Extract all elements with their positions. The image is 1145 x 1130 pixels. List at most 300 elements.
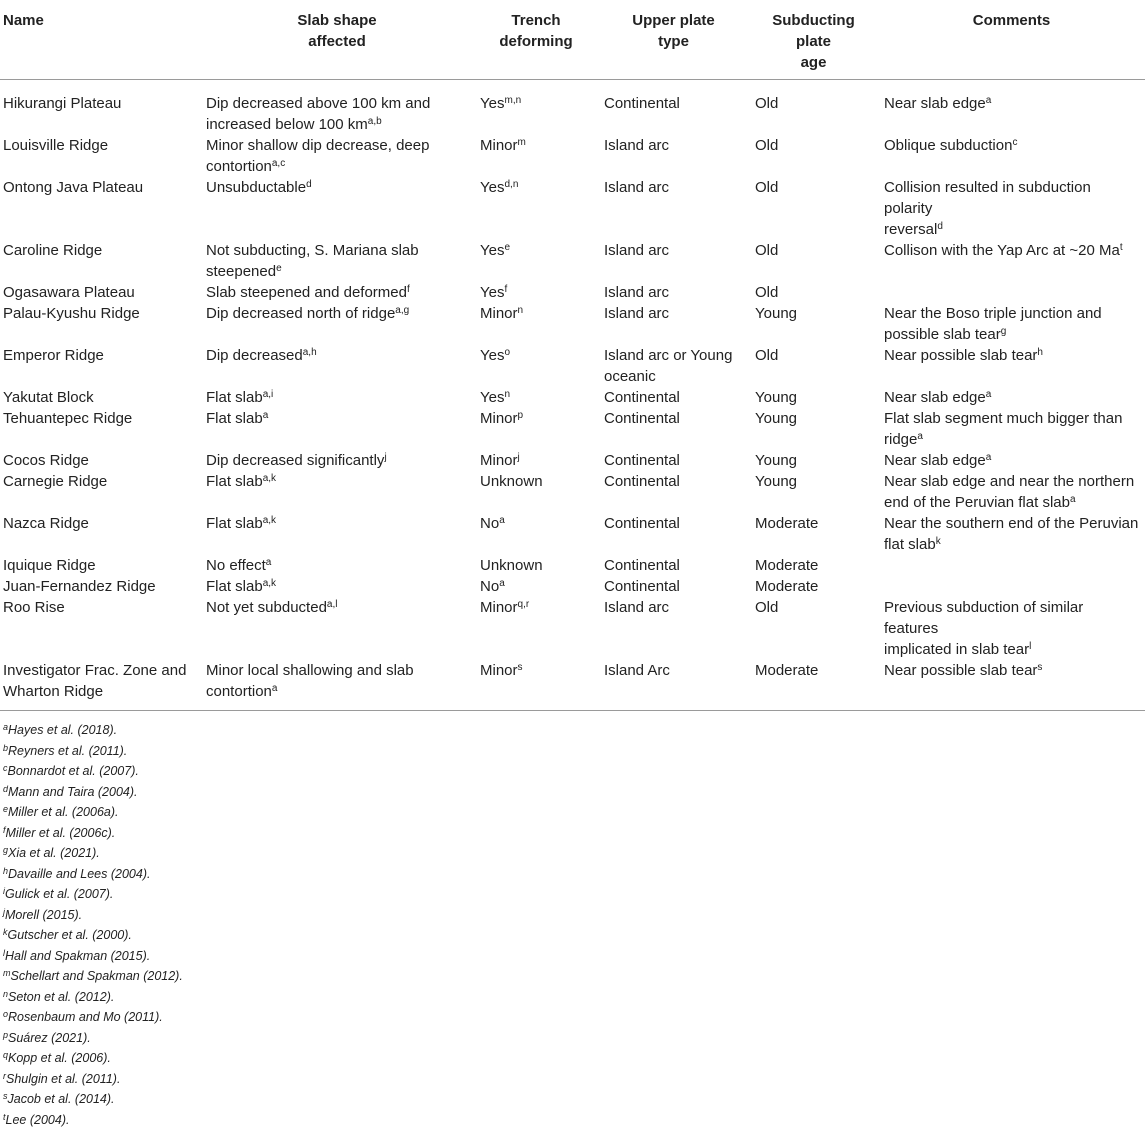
cell-text: Tehuantepec Ridge: [3, 410, 132, 427]
cell-text: Near slab edge and near the northern: [884, 473, 1134, 490]
footnote-marker: l: [3, 948, 5, 958]
cell-upper-plate: [598, 597, 749, 660]
footnote-marker: a: [263, 410, 269, 421]
cell-text: Near possible slab tear: [884, 347, 1037, 364]
cell-text: Flat slab: [206, 473, 263, 490]
cell-trench: [474, 660, 598, 711]
cell-name: [0, 471, 200, 513]
footnote-marker: m,n: [504, 95, 521, 106]
footnote-marker: a: [266, 557, 272, 568]
header-name: [0, 0, 200, 80]
cell-text: Continental: [604, 452, 680, 469]
cell-upper-plate: [598, 450, 749, 471]
cell-text: Yakutat Block: [3, 389, 94, 406]
cell-comments: [878, 345, 1145, 387]
cell-upper-plate: [598, 471, 749, 513]
cell-text: Not yet subducted: [206, 599, 327, 616]
footnote-marker: k: [936, 536, 941, 547]
cell-name: [0, 555, 200, 576]
cell-upper-plate: [598, 240, 749, 282]
cell-trench: [474, 597, 598, 660]
cell-plate-age: [749, 240, 878, 282]
cell-text: Young: [755, 473, 797, 490]
footnote-text: Rosenbaum and Mo (2011).: [8, 1010, 163, 1024]
footnote-marker: a,k: [263, 515, 276, 526]
footnote: [3, 823, 1145, 844]
header-text: age: [801, 54, 827, 71]
footnote-text: Gutscher et al. (2000).: [8, 928, 132, 942]
cell-trench: [474, 135, 598, 177]
cell-text: reversal: [884, 221, 937, 238]
cell-text: Minor shallow dip decrease, deep: [206, 137, 429, 154]
cell-comments: [878, 450, 1145, 471]
footnote-marker: p: [3, 1030, 8, 1040]
footnote-text: Schellart and Spakman (2012).: [11, 969, 183, 983]
footnote-marker: d: [3, 784, 8, 794]
footnote-marker: n: [504, 389, 510, 400]
footnote-text: Suárez (2021).: [8, 1031, 91, 1045]
cell-slab-shape: [200, 240, 474, 282]
cell-upper-plate: [598, 345, 749, 387]
cell-text: Collision resulted in subduction polarity: [884, 179, 1091, 217]
cell-text: No effect: [206, 557, 266, 574]
cell-slab-shape: [200, 408, 474, 450]
cell-text: flat slab: [884, 536, 936, 553]
cell-text: Old: [755, 137, 778, 154]
footnote-text: Lee (2004).: [6, 1113, 70, 1127]
footnote-marker: n: [518, 305, 524, 316]
footnote: [3, 843, 1145, 864]
cell-name: [0, 80, 200, 136]
cell-plate-age: [749, 408, 878, 450]
footnote-marker: f: [407, 284, 410, 295]
footnote-marker: a: [986, 452, 992, 463]
cell-text: Moderate: [755, 557, 818, 574]
cell-upper-plate: [598, 387, 749, 408]
cell-text: Caroline Ridge: [3, 242, 102, 259]
cell-text: Slab steepened and deformed: [206, 284, 407, 301]
cell-trench: [474, 408, 598, 450]
footnote: [3, 946, 1145, 967]
cell-plate-age: [749, 345, 878, 387]
footnote: [3, 1007, 1145, 1028]
footnote-text: Miller et al. (2006a).: [8, 805, 118, 819]
footnote-marker: l: [1029, 641, 1031, 652]
footnote-text: Bonnardot et al. (2007).: [8, 764, 139, 778]
cell-slab-shape: [200, 555, 474, 576]
cell-text: Yes: [480, 179, 504, 196]
cell-text: Moderate: [755, 515, 818, 532]
footnote-marker: r: [3, 1071, 6, 1081]
footnote-marker: e: [3, 804, 8, 814]
footnote-marker: f: [504, 284, 507, 295]
cell-text: Investigator Frac. Zone and Wharton Ridge: [3, 662, 186, 700]
cell-trench: [474, 303, 598, 345]
footnote: [3, 1110, 1145, 1130]
footnote-marker: j: [3, 907, 5, 917]
cell-text: Continental: [604, 410, 680, 427]
footnote: [3, 720, 1145, 741]
header-text: affected: [308, 33, 366, 50]
footnote-marker: a,h: [303, 347, 317, 358]
cell-text: Flat slab: [206, 410, 263, 427]
cell-text: Louisville Ridge: [3, 137, 108, 154]
cell-text: Yes: [480, 95, 504, 112]
footnote-marker: c: [3, 763, 8, 773]
table-row: [0, 303, 1145, 345]
footnote-marker: a: [3, 722, 8, 732]
footnote-text: Miller et al. (2006c).: [6, 826, 116, 840]
table-row: [0, 282, 1145, 303]
cell-slab-shape: [200, 177, 474, 240]
table-header: [0, 0, 1145, 80]
footnote-marker: q: [3, 1050, 8, 1060]
footnote-marker: p: [518, 410, 524, 421]
cell-plate-age: [749, 660, 878, 711]
footnote: [3, 761, 1145, 782]
cell-slab-shape: [200, 282, 474, 303]
cell-comments: [878, 576, 1145, 597]
cell-name: [0, 177, 200, 240]
cell-text: Unsubductable: [206, 179, 306, 196]
footnote-marker: a: [499, 515, 505, 526]
footnote-text: Hall and Spakman (2015).: [5, 949, 150, 963]
footnote-text: Gulick et al. (2007).: [5, 887, 113, 901]
cell-text: Old: [755, 242, 778, 259]
table-row: [0, 597, 1145, 660]
table-body: [0, 80, 1145, 711]
cell-name: [0, 597, 200, 660]
cell-slab-shape: [200, 135, 474, 177]
footnote-marker: a: [1070, 494, 1076, 505]
cell-text: Moderate: [755, 662, 818, 679]
cell-slab-shape: [200, 660, 474, 711]
cell-text: Minor: [480, 410, 518, 427]
cell-text: Minor: [480, 305, 518, 322]
footnote-marker: s: [1037, 662, 1042, 673]
cell-upper-plate: [598, 80, 749, 136]
cell-trench: [474, 513, 598, 555]
cell-comments: [878, 408, 1145, 450]
cell-text: Juan-Fernandez Ridge: [3, 578, 156, 595]
cell-text: Old: [755, 347, 778, 364]
cell-text: ridge: [884, 431, 917, 448]
footnote-marker: a: [917, 431, 923, 442]
cell-name: [0, 303, 200, 345]
cell-text: Old: [755, 95, 778, 112]
cell-trench: [474, 282, 598, 303]
header-comments: [878, 0, 1145, 80]
cell-text: Minor local shallowing and slab: [206, 662, 414, 679]
cell-text: Island arc: [604, 179, 669, 196]
cell-text: Near the southern end of the Peruvian: [884, 515, 1138, 532]
footnote-marker: q,r: [518, 599, 530, 610]
cell-text: Continental: [604, 473, 680, 490]
cell-text: Dip decreased above 100 km and: [206, 95, 430, 112]
cell-text: Continental: [604, 515, 680, 532]
cell-text: Roo Rise: [3, 599, 65, 616]
footnote-text: Mann and Taira (2004).: [8, 785, 137, 799]
footnote-marker: o: [3, 1009, 8, 1019]
cell-trench: [474, 345, 598, 387]
cell-text: Minor: [480, 599, 518, 616]
footnote-text: Reyners et al. (2011).: [8, 744, 127, 758]
cell-trench: [474, 555, 598, 576]
cell-comments: [878, 513, 1145, 555]
cell-text: Dip decreased: [206, 347, 303, 364]
cell-text: Young: [755, 410, 797, 427]
cell-upper-plate: [598, 660, 749, 711]
cell-comments: [878, 240, 1145, 282]
cell-upper-plate: [598, 282, 749, 303]
cell-text: possible slab tear: [884, 326, 1001, 343]
footnote-marker: d,n: [504, 179, 518, 190]
cell-text: Old: [755, 599, 778, 616]
cell-comments: [878, 387, 1145, 408]
cell-upper-plate: [598, 555, 749, 576]
cell-name: [0, 576, 200, 597]
footnote-marker: j: [384, 452, 386, 463]
cell-trench: [474, 240, 598, 282]
footnote-text: Kopp et al. (2006).: [8, 1051, 111, 1065]
cell-text: Near possible slab tear: [884, 662, 1037, 679]
cell-text: Near slab edge: [884, 95, 986, 112]
footnote-marker: h: [3, 866, 8, 876]
cell-name: [0, 345, 200, 387]
cell-text: Ogasawara Plateau: [3, 284, 135, 301]
footnote: [3, 966, 1145, 987]
table-row: [0, 240, 1145, 282]
header-text: Trench: [511, 12, 560, 29]
footnote-marker: a,g: [395, 305, 409, 316]
cell-plate-age: [749, 135, 878, 177]
cell-text: Island arc: [604, 242, 669, 259]
cell-slab-shape: [200, 450, 474, 471]
header-plate-age: [749, 0, 878, 80]
footnote-marker: m: [518, 137, 526, 148]
cell-text: Flat slab segment much bigger than: [884, 410, 1122, 427]
cell-text: Dip decreased significantly: [206, 452, 384, 469]
cell-text: Island arc or Young oceanic: [604, 347, 732, 385]
cell-name: [0, 135, 200, 177]
cell-text: Collison with the Yap Arc at ~20 Ma: [884, 242, 1120, 259]
table-row: [0, 513, 1145, 555]
cell-comments: [878, 597, 1145, 660]
header-row: [0, 0, 1145, 80]
cell-comments: [878, 135, 1145, 177]
footnote-marker: i: [3, 886, 5, 896]
cell-slab-shape: [200, 80, 474, 136]
table-row: [0, 135, 1145, 177]
cell-plate-age: [749, 555, 878, 576]
cell-comments: [878, 303, 1145, 345]
cell-text: steepened: [206, 263, 276, 280]
footnote-marker: d: [306, 179, 312, 190]
cell-comments: [878, 555, 1145, 576]
footnote-marker: a,b: [368, 116, 382, 127]
footnote: [3, 1048, 1145, 1069]
header-text: Upper plate: [632, 12, 715, 29]
header-text: plate: [796, 33, 831, 50]
cell-comments: [878, 471, 1145, 513]
cell-text: Unknown: [480, 473, 543, 490]
cell-name: [0, 450, 200, 471]
footnote-marker: n: [3, 989, 8, 999]
footnote-marker: t: [1120, 242, 1123, 253]
table-row: [0, 576, 1145, 597]
cell-text: Not subducting, S. Mariana slab: [206, 242, 419, 259]
cell-text: Cocos Ridge: [3, 452, 89, 469]
header-upper-plate: [598, 0, 749, 80]
cell-text: contortion: [206, 683, 272, 700]
footnote-marker: a,c: [272, 158, 285, 169]
cell-text: Old: [755, 284, 778, 301]
cell-text: Flat slab: [206, 578, 263, 595]
cell-plate-age: [749, 597, 878, 660]
cell-slab-shape: [200, 303, 474, 345]
cell-text: Hikurangi Plateau: [3, 95, 121, 112]
footnote-text: Jacob et al. (2014).: [8, 1092, 115, 1106]
footnote-marker: a,l: [327, 599, 338, 610]
cell-text: implicated in slab tear: [884, 641, 1029, 658]
footnote: [3, 802, 1145, 823]
cell-text: Continental: [604, 578, 680, 595]
cell-text: Continental: [604, 95, 680, 112]
cell-trench: [474, 80, 598, 136]
cell-text: Near the Boso triple junction and: [884, 305, 1102, 322]
cell-text: Dip decreased north of ridge: [206, 305, 395, 322]
cell-name: [0, 282, 200, 303]
cell-text: increased below 100 km: [206, 116, 368, 133]
footnote: [3, 1069, 1145, 1090]
cell-upper-plate: [598, 513, 749, 555]
cell-name: [0, 513, 200, 555]
table-row: [0, 80, 1145, 136]
footnote-text: Davaille and Lees (2004).: [8, 867, 150, 881]
cell-text: contortion: [206, 158, 272, 175]
footnotes: [0, 711, 1145, 1130]
cell-text: Iquique Ridge: [3, 557, 96, 574]
cell-upper-plate: [598, 303, 749, 345]
cell-trench: [474, 387, 598, 408]
table-row: [0, 177, 1145, 240]
footnote: [3, 741, 1145, 762]
footnote-text: Seton et al. (2012).: [8, 990, 114, 1004]
cell-text: Previous subduction of similar features: [884, 599, 1083, 637]
cell-text: Nazca Ridge: [3, 515, 89, 532]
header-text: Subducting: [772, 12, 855, 29]
cell-name: [0, 660, 200, 711]
header-text: type: [658, 33, 689, 50]
footnote-marker: g: [3, 845, 8, 855]
footnote-marker: o: [504, 347, 510, 358]
cell-text: Minor: [480, 137, 518, 154]
cell-upper-plate: [598, 135, 749, 177]
footnote-text: Xia et al. (2021).: [8, 846, 100, 860]
cell-trench: [474, 450, 598, 471]
cell-text: Near slab edge: [884, 452, 986, 469]
cell-slab-shape: [200, 576, 474, 597]
cell-plate-age: [749, 387, 878, 408]
cell-plate-age: [749, 576, 878, 597]
footnote-marker: h: [1037, 347, 1043, 358]
footnote-marker: s: [3, 1091, 8, 1101]
footnote: [3, 925, 1145, 946]
header-text: Slab shape: [297, 12, 376, 29]
cell-text: Oblique subduction: [884, 137, 1012, 154]
footnote: [3, 1028, 1145, 1049]
footnote-marker: e: [276, 263, 282, 274]
footnote-marker: s: [518, 662, 523, 673]
cell-text: Continental: [604, 557, 680, 574]
cell-text: Near slab edge: [884, 389, 986, 406]
header-slab-shape: [200, 0, 474, 80]
cell-comments: [878, 660, 1145, 711]
table-row: [0, 450, 1145, 471]
cell-text: Flat slab: [206, 389, 263, 406]
cell-trench: [474, 576, 598, 597]
cell-text: end of the Peruvian flat slab: [884, 494, 1070, 511]
table-row: [0, 408, 1145, 450]
cell-text: Moderate: [755, 578, 818, 595]
table-row: [0, 471, 1145, 513]
cell-plate-age: [749, 471, 878, 513]
cell-text: Emperor Ridge: [3, 347, 104, 364]
cell-upper-plate: [598, 408, 749, 450]
footnote-marker: j: [518, 452, 520, 463]
footnote-marker: t: [3, 1112, 6, 1122]
footnote-text: Hayes et al. (2018).: [8, 723, 117, 737]
cell-text: Minor: [480, 452, 518, 469]
table-row: [0, 345, 1145, 387]
cell-slab-shape: [200, 513, 474, 555]
cell-text: Continental: [604, 389, 680, 406]
cell-plate-age: [749, 450, 878, 471]
footnote-marker: a,k: [263, 473, 276, 484]
footnote-marker: m: [3, 968, 11, 978]
cell-comments: [878, 282, 1145, 303]
cell-comments: [878, 80, 1145, 136]
cell-text: Old: [755, 179, 778, 196]
cell-upper-plate: [598, 177, 749, 240]
footnote-marker: g: [1001, 326, 1007, 337]
footnote: [3, 864, 1145, 885]
cell-slab-shape: [200, 597, 474, 660]
footnote-marker: a: [499, 578, 505, 589]
footnote-marker: e: [504, 242, 510, 253]
cell-text: Carnegie Ridge: [3, 473, 107, 490]
cell-slab-shape: [200, 387, 474, 408]
cell-text: Minor: [480, 662, 518, 679]
cell-text: Island Arc: [604, 662, 670, 679]
footnote: [3, 1089, 1145, 1110]
cell-text: Yes: [480, 242, 504, 259]
cell-trench: [474, 471, 598, 513]
footnote-marker: c: [1012, 137, 1017, 148]
cell-text: Island arc: [604, 599, 669, 616]
footnote: [3, 782, 1145, 803]
cell-text: Yes: [480, 389, 504, 406]
header-trench: [474, 0, 598, 80]
cell-text: Young: [755, 452, 797, 469]
cell-text: Young: [755, 389, 797, 406]
cell-text: No: [480, 578, 499, 595]
table-row: [0, 387, 1145, 408]
footnote: [3, 905, 1145, 926]
cell-text: Ontong Java Plateau: [3, 179, 143, 196]
cell-plate-age: [749, 177, 878, 240]
footnote-marker: f: [3, 825, 6, 835]
